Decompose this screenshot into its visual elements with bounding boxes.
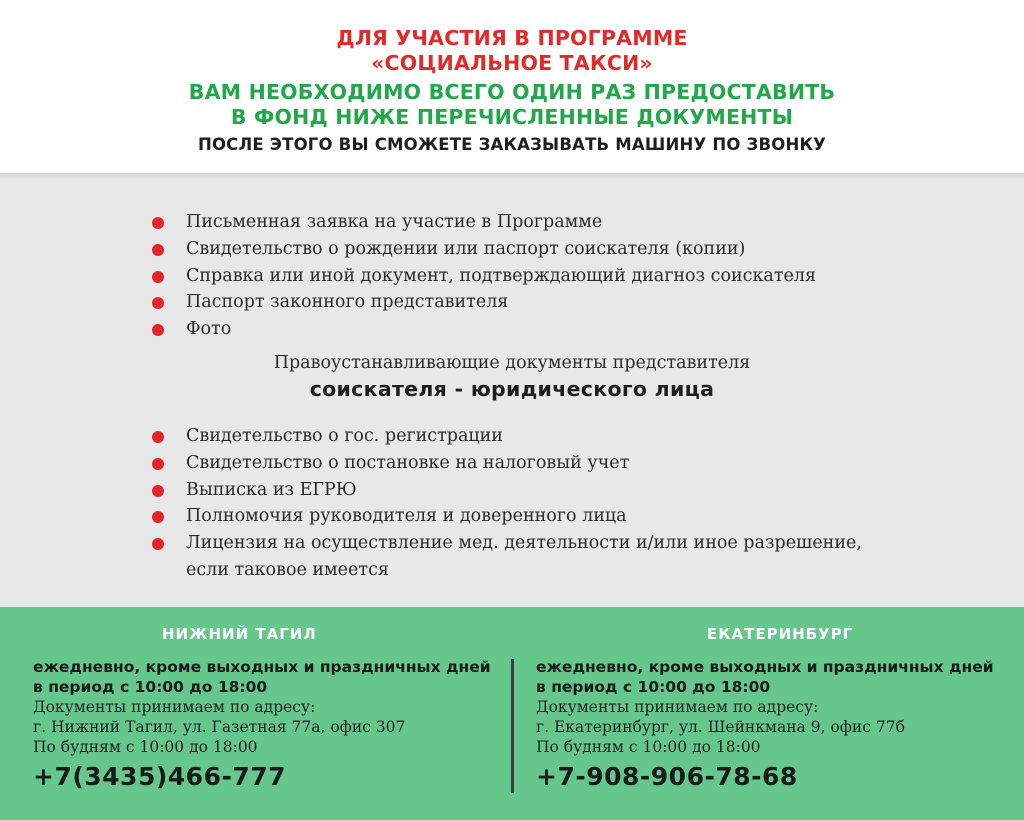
- bullet-icon: [152, 538, 164, 550]
- legal-entity-heading-line-1: Правоустанавливающие документы представителя: [273, 353, 751, 373]
- individual-documents-list: [150, 209, 816, 343]
- list-item: [150, 209, 816, 236]
- documents-label: Документы принимаем по адресу:: [536, 698, 819, 716]
- schedule-line-1: ежедневно, кроме выходных и праздничных дней: [33, 658, 491, 676]
- phone-number[interactable]: +7(3435)466-777: [33, 762, 287, 791]
- bullet-icon: [152, 244, 164, 256]
- contact-card-yekaterinburg: [536, 657, 994, 794]
- address: г. Нижний Тагил, ул. Газетная 77а, офис 307: [33, 718, 406, 736]
- list-item-text: Полномочия руководителя и доверенного лица: [186, 506, 627, 527]
- legal-entity-heading-line-2: соискателя - юридического лица: [309, 377, 715, 401]
- header-subtitle-line-2: В ФОНД НИЖЕ ПЕРЕЧИСЛЕННЫЕ ДОКУМЕНТЫ: [230, 105, 794, 129]
- contacts-section: [0, 607, 1024, 820]
- list-item-text: Выписка из ЕГРЮ: [186, 479, 357, 500]
- list-item-text: Лицензия на осуществление мед. деятельности и/или иное разрешение, если таковое имеется: [186, 533, 862, 580]
- list-item: [150, 236, 816, 263]
- contact-card-nizhny-tagil: [33, 657, 491, 794]
- bullet-icon: [152, 297, 164, 309]
- schedule-line-2: в период с 10:00 до 18:00: [33, 678, 268, 696]
- list-item: [150, 423, 890, 450]
- bullet-icon: [152, 271, 164, 283]
- header-title-line-1: ДЛЯ УЧАСТИЯ В ПРОГРАММЕ: [336, 26, 688, 50]
- documents-label: Документы принимаем по адресу:: [33, 698, 316, 716]
- list-item: [150, 289, 816, 316]
- list-item: [150, 263, 816, 290]
- list-item-text: Справка или иной документ, подтверждающий диагноз соискателя: [186, 265, 817, 286]
- list-item: [150, 530, 890, 584]
- bullet-icon: [152, 458, 164, 470]
- schedule-line-2: в период с 10:00 до 18:00: [536, 678, 771, 696]
- list-item: [150, 450, 890, 477]
- bullet-icon: [152, 324, 164, 336]
- list-item-text: Свидетельство о рождении или паспорт соискателя (копии): [186, 238, 746, 259]
- column-divider: [511, 659, 514, 793]
- list-item: [150, 316, 816, 343]
- list-item-text: Паспорт законного представителя: [186, 292, 509, 313]
- legal-entity-heading: [0, 351, 1024, 403]
- weekday-hours: По будням с 10:00 до 18:00: [33, 738, 258, 756]
- list-item-text: Фото: [186, 319, 232, 340]
- bullet-icon: [152, 485, 164, 497]
- weekday-hours: По будням с 10:00 до 18:00: [536, 738, 761, 756]
- header-title-line-2: «СОЦИАЛЬНОЕ ТАКСИ»: [371, 51, 653, 75]
- city-title-nizhny-tagil: НИЖНИЙ ТАГИЛ: [162, 625, 317, 643]
- list-item-text: Свидетельство о гос. регистрации: [186, 426, 503, 446]
- documents-section: [0, 173, 1024, 607]
- address: г. Екатеринбург, ул. Шейнкмана 9, офис 77б: [536, 718, 905, 736]
- city-title-yekaterinburg: ЕКАТЕРИНБУРГ: [707, 625, 854, 643]
- list-item: [150, 503, 890, 530]
- schedule-line-1: ежедневно, кроме выходных и праздничных дней: [536, 658, 994, 676]
- bullet-icon: [152, 511, 164, 523]
- header-subtitle-line-1: ВАМ НЕОБХОДИМО ВСЕГО ОДИН РАЗ ПРЕДОСТАВИТЬ: [188, 80, 836, 104]
- bullet-icon: [152, 217, 164, 229]
- header-note: ПОСЛЕ ЭТОГО ВЫ СМОЖЕТЕ ЗАКАЗЫВАТЬ МАШИНУ ПО ЗВОНКУ: [197, 135, 827, 154]
- legal-documents-list: [150, 423, 890, 584]
- header: [0, 0, 1024, 173]
- list-item: [150, 477, 890, 504]
- bullet-icon: [152, 431, 164, 443]
- phone-number[interactable]: +7-908-906-78-68: [536, 762, 798, 791]
- list-item-text: Свидетельство о постановке на налоговый учет: [186, 452, 630, 473]
- list-item-text: Письменная заявка на участие в Программе: [186, 212, 603, 232]
